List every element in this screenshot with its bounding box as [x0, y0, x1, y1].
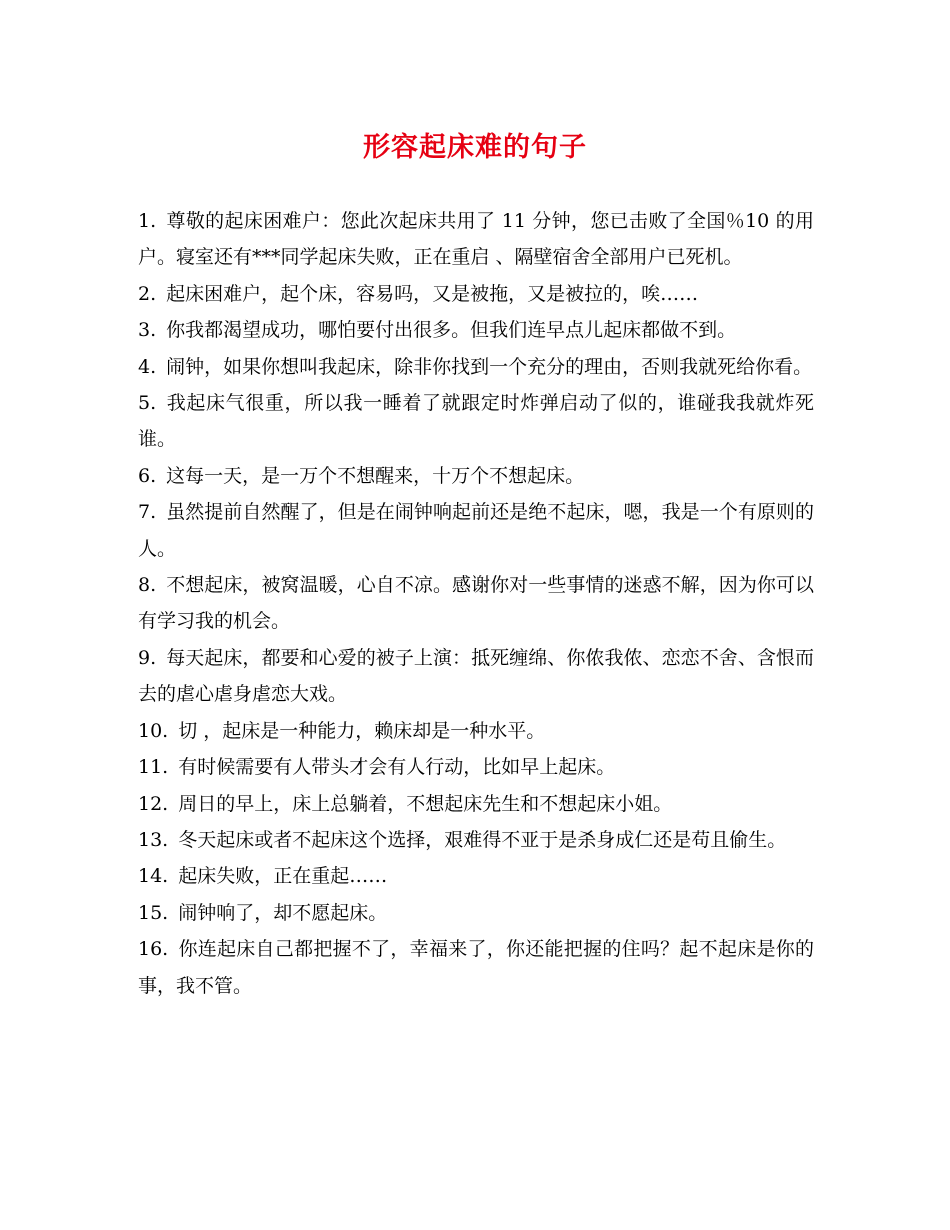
- item-number: 4.: [138, 355, 157, 378]
- item-number: 1.: [138, 210, 157, 232]
- item-text: 你连起床自己都把握不了，幸福来了，你还能把握的住吗？起不起床是你的事，我不管。: [138, 938, 814, 997]
- item-number: 10.: [138, 719, 169, 742]
- list-item: [138, 203, 814, 276]
- item-text: 闹钟响了，却不愿起床。: [178, 901, 388, 924]
- item-text: 虽然提前自然醒了，但是在闹钟响起前还是绝不起床，嗯，我是一个有原则的人。: [138, 501, 814, 560]
- list-item: [138, 931, 814, 1004]
- list-item: [138, 786, 814, 822]
- list-item: [138, 385, 814, 458]
- list-item: [138, 494, 814, 567]
- list-item: [138, 749, 814, 785]
- item-number: 9.: [138, 646, 157, 669]
- list-item: [138, 458, 814, 494]
- item-text: 你我都渴望成功，哪怕要付出很多。但我们连早点儿起床都做不到。: [166, 319, 737, 342]
- item-text: 每天起床，都要和心爱的被子上演：抵死缠绵、你侬我侬、恋恋不舍、含恨而去的虐心虐身虐恋大戏。: [138, 646, 814, 706]
- item-text: 有时候需要有人带头才会有人行动，比如早上起床。: [178, 756, 616, 779]
- document-content: [138, 203, 814, 1004]
- document-title: 形容起床难的句子: [363, 132, 587, 163]
- item-number: 12.: [138, 792, 169, 815]
- item-number: 8.: [138, 574, 157, 597]
- item-number: 11.: [138, 756, 169, 779]
- item-text: 不想起床，被窝温暖，心自不凉。感谢你对一些事情的迷惑不解，因为你可以有学习我的机会。: [138, 574, 814, 633]
- list-item: [138, 349, 814, 385]
- item-text: 起床困难户，起个床，容易吗，又是被拖，又是被拉的，唉……: [166, 282, 699, 305]
- list-item: [138, 895, 814, 931]
- item-text: 周日的早上，床上总躺着，不想起床先生和不想起床小姐。: [178, 792, 673, 815]
- item-number: 2.: [138, 282, 157, 305]
- item-text: 切 ，起床是一种能力，赖床却是一种水平。: [178, 719, 546, 742]
- item-number: 13.: [138, 828, 169, 851]
- item-number: 3.: [138, 319, 157, 342]
- list-item: [138, 822, 814, 858]
- item-number: 6.: [138, 464, 157, 487]
- list-item: [138, 640, 814, 713]
- item-number: 16.: [138, 938, 169, 961]
- item-text: 我起床气很重，所以我一睡着了就跟定时炸弹启动了似的，谁碰我我就炸死谁。: [138, 392, 814, 451]
- item-text: 冬天起床或者不起床这个选择，艰难得不亚于是杀身成仁还是苟且偷生。: [178, 828, 787, 851]
- item-number: 15.: [138, 901, 169, 924]
- list-item: [138, 858, 814, 894]
- list-item: [138, 567, 814, 640]
- item-text: 起床失败，正在重起……: [178, 865, 388, 888]
- item-text: 尊敬的起床困难户：您此次起床共用了 11 分钟，您已击败了全国％10 的用户。寝室还有***同学起床失败，正在重启 、隔壁宿舍全部用户已死机。: [138, 210, 814, 269]
- list-item: [138, 276, 814, 312]
- item-text: 闹钟，如果你想叫我起床，除非你找到一个充分的理由，否则我就死给你看。: [166, 355, 813, 378]
- item-number: 14.: [138, 865, 169, 888]
- item-text: 这每一天，是一万个不想醒来，十万个不想起床。: [166, 464, 585, 487]
- list-item: [138, 312, 814, 348]
- list-item: [138, 713, 814, 749]
- item-number: 7.: [138, 501, 157, 524]
- item-number: 5.: [138, 392, 157, 415]
